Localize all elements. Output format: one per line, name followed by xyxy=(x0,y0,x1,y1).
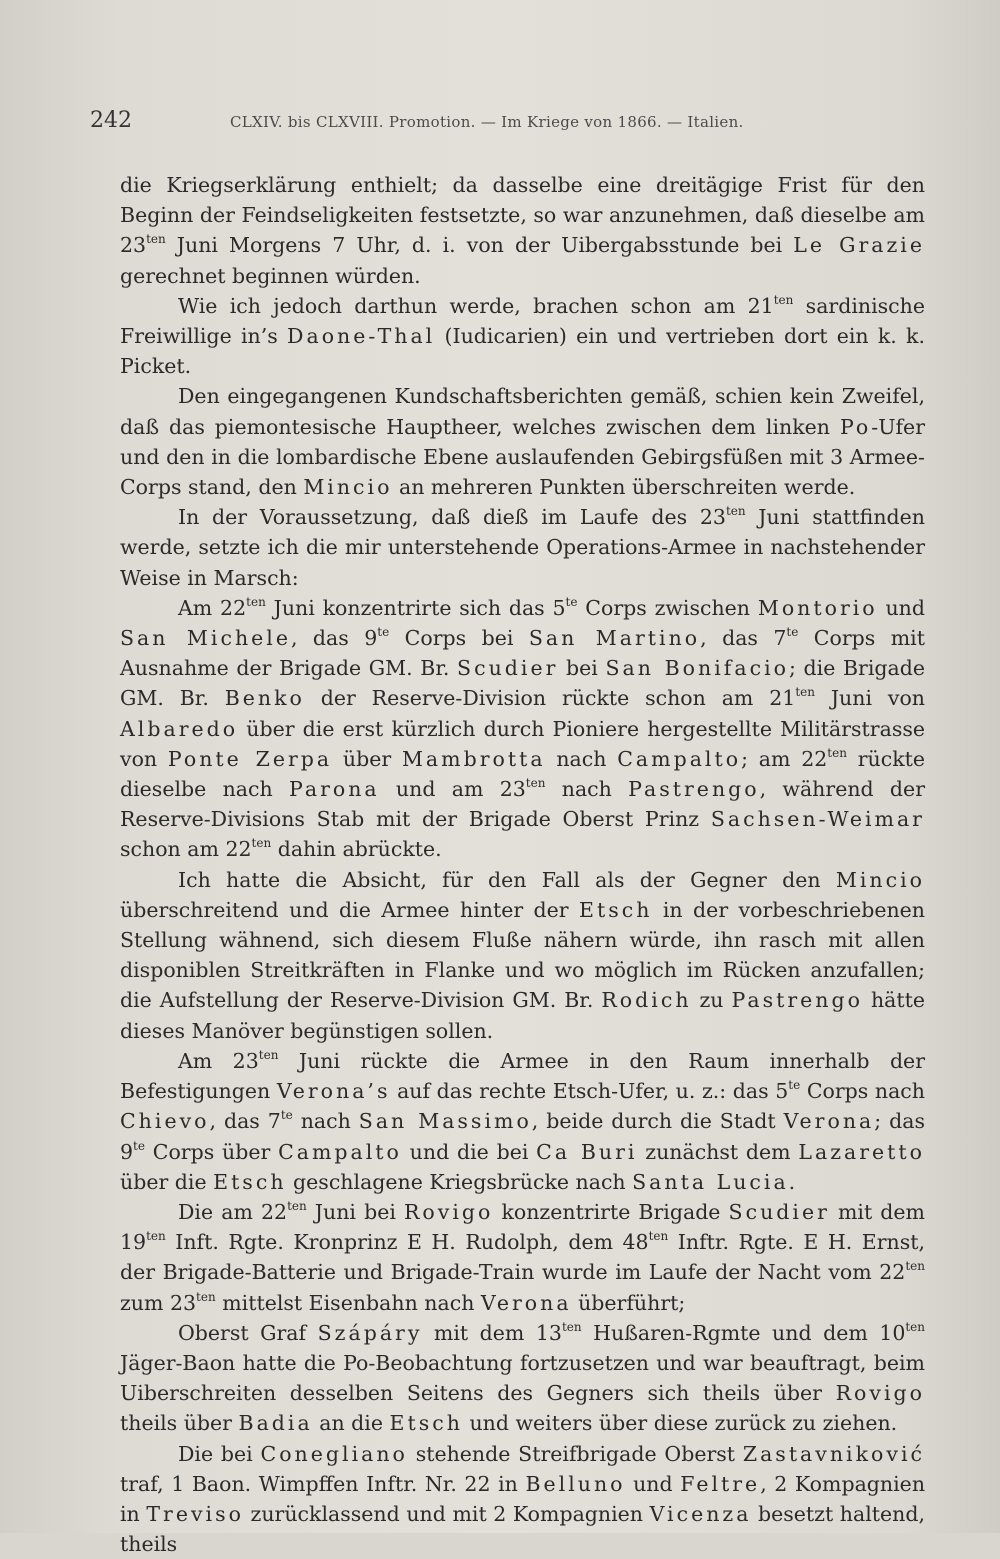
text-run: theils über xyxy=(120,1411,239,1436)
text-run: Die bei xyxy=(178,1441,261,1466)
text-run: konzentrirte Brigade xyxy=(493,1199,729,1224)
text-run: Juni bei xyxy=(306,1199,404,1224)
spaced-place-name: Zastavniković xyxy=(742,1441,925,1466)
text-run: , das 9 xyxy=(290,626,378,651)
paragraph xyxy=(120,502,925,593)
text-run: bei xyxy=(558,656,606,681)
text-run: traf, 1 Baon. Wimpffen Inftr. Nr. 22 in xyxy=(120,1471,526,1496)
spaced-place-name: San Martino xyxy=(528,626,701,651)
text-run: zum 23 xyxy=(120,1290,197,1315)
spaced-place-name: San Massimo xyxy=(358,1109,532,1134)
text-run: ; die Brigade GM. Br. xyxy=(120,656,925,711)
spaced-place-name: Verona’s xyxy=(276,1079,391,1104)
text-run: Den eingegangenen Kundschaftsberichten gemäß, schien kein Zweifel, daß das piemontesische Hauptheer, welches zwischen dem linken xyxy=(120,384,925,439)
ordinal-superscript: ten xyxy=(525,776,546,791)
spaced-place-name: Le Grazie xyxy=(793,233,925,258)
ordinal-superscript: te xyxy=(786,625,799,640)
spaced-place-name: Campalto xyxy=(617,746,742,771)
text-run: über die xyxy=(120,1169,214,1194)
page-number: 242 xyxy=(90,108,132,133)
spaced-place-name: Conegliano xyxy=(260,1441,408,1466)
text-run: Jäger-Baon hatte die Po-Beobachtung fortzusetzen und war beauftragt, beim Uiberschreiten desselben Seitens des Gegners sich theils über xyxy=(120,1350,925,1406)
spaced-place-name: Etsch xyxy=(389,1411,463,1436)
spaced-place-name: Lazaretto xyxy=(798,1139,925,1164)
spaced-place-name: Feltre xyxy=(680,1471,761,1496)
text-run: , 2 Kompagnien in xyxy=(120,1471,926,1526)
text-run: nach xyxy=(545,777,629,802)
ordinal-superscript: ten xyxy=(773,292,794,307)
spaced-place-name: Po xyxy=(839,414,872,439)
text-run: über die erst kürzlich durch Pioniere hergestellte Militärstrasse von xyxy=(120,716,925,771)
text-run: Juni rückte die Armee in den Raum innerhalb der Befestigungen xyxy=(120,1048,925,1104)
ordinal-superscript: ten xyxy=(287,1198,307,1213)
text-run: Corps zwischen xyxy=(577,595,758,620)
text-run: über xyxy=(332,746,402,771)
text-run: und xyxy=(625,1471,681,1496)
spaced-place-name: Rodich xyxy=(601,988,692,1013)
ordinal-superscript: ten xyxy=(827,745,847,760)
text-run: und am 23 xyxy=(379,777,526,802)
ordinal-superscript: ten xyxy=(258,1047,279,1062)
text-run: und die bei xyxy=(401,1139,537,1164)
text-run: -Ufer und den in die lombardische Ebene auslaufenden Gebirgsfüßen mit 3 Armee-Corps stand, den xyxy=(120,414,925,500)
text-run: , das 7 xyxy=(700,626,787,651)
spaced-place-name: Szápáry xyxy=(317,1320,423,1345)
text-run: Wie ich jedoch darthun werde, brachen schon am 21 xyxy=(178,293,774,318)
spaced-place-name: Parona xyxy=(288,777,380,802)
ordinal-superscript: ten xyxy=(905,1319,926,1334)
ordinal-superscript: ten xyxy=(246,594,266,609)
text-run: , beide durch die Stadt xyxy=(531,1109,784,1134)
text-run: Corps bei xyxy=(389,626,529,651)
text-run: gerechnet beginnen würden. xyxy=(120,263,421,288)
text-run: Corps nach xyxy=(800,1079,925,1104)
text-run: ; am 22 xyxy=(741,746,828,771)
text-run: In der Voraussetzung, daß dieß im Laufe des 23 xyxy=(178,505,726,530)
ordinal-superscript: ten xyxy=(196,1289,216,1304)
spaced-place-name: Pastrengo xyxy=(628,777,760,802)
spaced-place-name: Etsch xyxy=(213,1169,287,1194)
ordinal-superscript: te xyxy=(280,1108,293,1123)
text-run: Hußaren-Rgmte und dem 10 xyxy=(581,1320,906,1345)
spaced-place-name: Badia xyxy=(238,1411,313,1436)
text-run: Juni konzentrirte sich das 5 xyxy=(265,595,566,620)
text-run: geschlagene Kriegsbrücke nach xyxy=(286,1169,633,1194)
spaced-place-name: Treviso xyxy=(146,1501,244,1526)
text-run: sardinische Freiwillige in’s xyxy=(120,293,925,349)
paragraph xyxy=(120,865,925,1046)
spaced-place-name: Daone-Thal xyxy=(287,324,436,349)
text-run: und xyxy=(877,595,925,620)
ordinal-superscript: ten xyxy=(146,232,166,247)
paragraph xyxy=(120,1197,925,1318)
text-run: an mehreren Punkten überschreiten werde. xyxy=(392,475,856,500)
text-run: Juni stattfinden werde, setzte ich die mir unterstehende Operations-Armee in nachstehender Weise in Marsch: xyxy=(120,505,925,590)
text-run: die Kriegserklärung enthielt; da dasselbe eine dreitägige Frist für den Beginn der Feindseligkeiten festsetzte, so war anzunehmen, daß dieselbe am 23 xyxy=(120,173,925,258)
text-run: zurücklassend und mit 2 Kompagnien xyxy=(243,1501,650,1526)
spaced-place-name: Pastrengo xyxy=(731,988,863,1013)
text-run: auf das rechte Etsch-Ufer, u. z.: das 5 xyxy=(390,1079,789,1104)
text-run: ; das 9 xyxy=(120,1109,925,1164)
text-run: Inftr. Rgte. E H. Ernst, der Brigade-Batterie und Brigade-Train wurde im Laufe der Nacht vom 22 xyxy=(120,1230,925,1285)
text-run: überführt; xyxy=(571,1290,686,1315)
text-run: Juni Morgens 7 Uhr, d. i. von der Uibergabsstunde bei xyxy=(165,233,794,258)
text-run: besetzt haltend, theils xyxy=(120,1501,925,1557)
ordinal-superscript: te xyxy=(133,1138,145,1153)
paragraph xyxy=(120,593,925,865)
spaced-place-name: Santa Lucia xyxy=(632,1169,789,1194)
text-run: . xyxy=(788,1169,796,1194)
ordinal-superscript: ten xyxy=(648,1229,669,1244)
spaced-place-name: Verona xyxy=(480,1290,572,1315)
spaced-place-name: Benko xyxy=(224,686,305,711)
text-run: Ich hatte die Absicht, für den Fall als der Gegner den xyxy=(178,867,836,892)
text-run: dahin abrückte. xyxy=(271,837,442,862)
text-run: Corps über xyxy=(144,1139,279,1164)
ordinal-superscript: ten xyxy=(795,685,815,700)
ordinal-superscript: te xyxy=(788,1078,801,1093)
page-header xyxy=(90,108,910,133)
spaced-place-name: Vicenza xyxy=(649,1501,752,1526)
spaced-place-name: Montorio xyxy=(757,595,878,620)
spaced-place-name: Scudier xyxy=(728,1199,830,1224)
spaced-place-name: Belluno xyxy=(525,1471,626,1496)
text-run: nach xyxy=(545,746,618,771)
spaced-place-name: Chievo xyxy=(120,1109,210,1134)
spaced-place-name: Mincio xyxy=(303,475,393,500)
text-run: , das 7 xyxy=(209,1109,281,1134)
paragraph xyxy=(120,291,925,382)
text-run: nach xyxy=(292,1109,359,1134)
spaced-place-name: Rovigo xyxy=(403,1199,494,1224)
running-title: CLXIV. bis CLXVIII. Promotion. — Im Kriege von 1866. — Italien. xyxy=(230,113,744,131)
ordinal-superscript: te xyxy=(377,625,390,640)
text-run: Corps mit Ausnahme der Brigade GM. Br. xyxy=(120,626,925,681)
spaced-place-name: Mambrotta xyxy=(401,746,546,771)
spaced-place-name: Rovigo xyxy=(835,1381,925,1406)
spaced-place-name: San Michele xyxy=(120,626,291,651)
ordinal-superscript: te xyxy=(565,594,578,609)
text-run: rückte dieselbe nach xyxy=(120,746,925,802)
spaced-place-name: San Bonifacio xyxy=(605,656,789,681)
paragraph xyxy=(120,1318,925,1439)
spaced-place-name: Ca Buri xyxy=(536,1139,638,1164)
spaced-place-name: Campalto xyxy=(278,1139,402,1164)
spaced-place-name: Verona xyxy=(783,1109,875,1134)
paragraph xyxy=(120,170,925,291)
text-run: der Reserve-Division rückte schon am 21 xyxy=(304,686,796,711)
text-run: Inft. Rgte. Kronprinz E H. Rudolph, dem 48 xyxy=(165,1230,649,1255)
text-run: in der vorbeschriebenen Stellung wähnend, sich diesem Fluße nähern würde, ihn rasch mit allen disponiblen Streitkräften in Flanke und wo möglich im Rücken anzufallen; die Aufstellung der Reserve-Division GM. Br. xyxy=(120,897,926,1013)
ordinal-superscript: ten xyxy=(146,1229,166,1244)
text-run: mit dem 13 xyxy=(422,1320,562,1345)
paragraph xyxy=(120,1046,925,1197)
text-run: an die xyxy=(312,1411,390,1436)
text-run: stehende Streifbrigade Oberst xyxy=(407,1441,743,1466)
body-text xyxy=(120,170,925,1559)
spaced-place-name: Mincio xyxy=(835,867,925,892)
spaced-place-name: Scudier xyxy=(457,656,559,681)
ordinal-superscript: ten xyxy=(251,836,272,851)
text-run: Oberst Graf xyxy=(178,1320,318,1345)
spaced-place-name: Etsch xyxy=(579,897,653,922)
text-run: zu xyxy=(691,988,732,1013)
text-run: Die am 22 xyxy=(178,1199,288,1224)
ordinal-superscript: ten xyxy=(905,1259,925,1274)
spaced-place-name: Albaredo xyxy=(120,716,239,741)
text-run: (Iudicarien) ein und vertrieben dort ein k. k. Picket. xyxy=(120,324,925,379)
ordinal-superscript: ten xyxy=(561,1319,582,1334)
spaced-place-name: Ponte Zerpa xyxy=(167,746,333,771)
text-run: hätte dieses Manöver begünstigen sollen. xyxy=(120,988,925,1043)
text-run: und weiters über diese zurück zu ziehen. xyxy=(462,1411,898,1436)
spaced-place-name: Sachsen-Weimar xyxy=(710,807,925,832)
text-run: überschreitend und die Armee hinter der xyxy=(120,897,580,922)
paragraph xyxy=(120,381,925,502)
text-run: Am 22 xyxy=(178,595,247,620)
text-run: , während der Reserve-Divisions Stab mit der Brigade Oberst Prinz xyxy=(120,777,925,832)
ordinal-superscript: ten xyxy=(725,504,746,519)
paragraph xyxy=(120,1439,925,1559)
text-run: mittelst Eisenbahn nach xyxy=(215,1290,481,1315)
text-run: mit dem 19 xyxy=(120,1199,926,1255)
text-run: Juni von xyxy=(814,686,925,711)
text-run: schon am 22 xyxy=(120,837,252,862)
text-run: Am 23 xyxy=(178,1048,259,1073)
text-run: zunächst dem xyxy=(637,1139,799,1164)
